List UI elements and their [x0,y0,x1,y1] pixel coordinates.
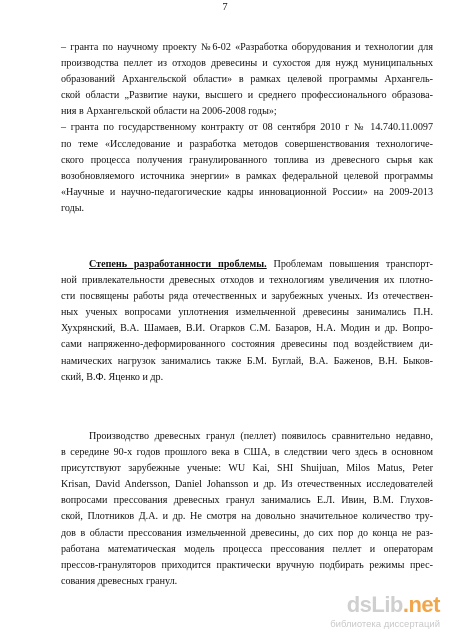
text-line: сти посвящены работы ряда отечественных и зарубежных ученых. Из отечествен- [61,291,433,303]
text-line [61,257,433,273]
text-line: вопросами прессования древесных гранул занимались Е.Л. Ивин, В.М. Глухов- [61,495,433,507]
text-line: – гранта по государственному контракту от 08 сентября 2010 г № 14.740.11.0097 [61,122,433,134]
watermark [300,592,440,632]
page-number: 7 [222,2,228,13]
text-line: возобновляемого источника энергии» в рамках федеральной целевой программы [61,170,433,182]
text-fragment: Проблемам повышения транспорт- [266,259,433,270]
logo-accent-text: .net [402,592,440,617]
paragraph-grants [61,40,433,217]
text-line: Krisan, David Andersson, Daniel Johansson и др. Из отечественных исследователей [61,479,433,491]
text-line: образований Архангельской области» в рамках целевой программы Архангель- [61,74,433,86]
text-line: намических нагрузок занимались также Б.М. Буглай, В.А. Баженов, В.Н. Быков- [61,355,433,367]
text-line: дов в области прессования измельченной древесины, до сих пор до конца не раз- [61,527,433,539]
text-line: «Научные и научно-педагогические кадры инновационной России» на 2009-2013 [61,186,433,198]
text-line: годы. [61,202,85,214]
text-line: ской, Плотников Д.А. и др. Не смотря на довольно значительное количество тру- [61,511,433,523]
text-line: по теме «Исследование и разработка методов совершенствования технологиче- [61,138,433,150]
paragraph-pellet-production [61,429,433,590]
text-line: производства пеллет из отходов древесины и сухостоя для нужд муниципальных [61,58,433,70]
watermark-subtitle: библиотека диссертаций [330,619,440,630]
text-line: прессов-грануляторов приходится практически вручную подбирать режимы прес- [61,559,433,571]
text-line: ной привлекательности древесных отходов и технологиям увеличения их плотно- [61,275,433,287]
text-line: Производство древесных гранул (пеллет) появилось сравнительно недавно, [89,431,433,442]
paragraph-problem-development [61,257,433,386]
text-line: ской области „Развитие науки, высшего и среднего профессионального образова- [61,90,433,102]
text-line: – гранта по научному проекту №6-02 «Разработка оборудования и технологии для [61,42,433,53]
text-line: Хухрянский, В.А. Шамаев, В.И. Огарков С.М. Базаров, Н.А. Модин и др. Вопро- [61,323,433,335]
text-line: ского процесса получения гранулированного топлива из древесного сырья как [61,154,433,166]
text-line: ных ученых вопросами уплотнения измельченной древесины занимались П.Н. [61,307,433,319]
watermark-logo [347,592,440,618]
text-line: работана математическая модель процесса прессования пеллет и операторам [61,543,433,555]
text-line: присутствуют зарубежные ученые: WU Kai, SHI Shuijuan, Milos Matus, Peter [61,463,433,475]
section-heading: Степень разработанности проблемы. [89,259,267,270]
text-line: сами напряженно-деформированного состояния древесины под воздействием ди- [61,339,433,351]
text-line: в середине 90-х годов прошлого века в США, в следствии чего здесь в основном [61,447,433,459]
text-line: сования древесных гранул. [61,575,178,587]
logo-main-text: dsLib [346,592,403,617]
text-line: ния в Архангельской области на 2006-2008 годы»; [61,106,277,118]
text-line: ский, В.Ф. Яценко и др. [61,371,164,383]
